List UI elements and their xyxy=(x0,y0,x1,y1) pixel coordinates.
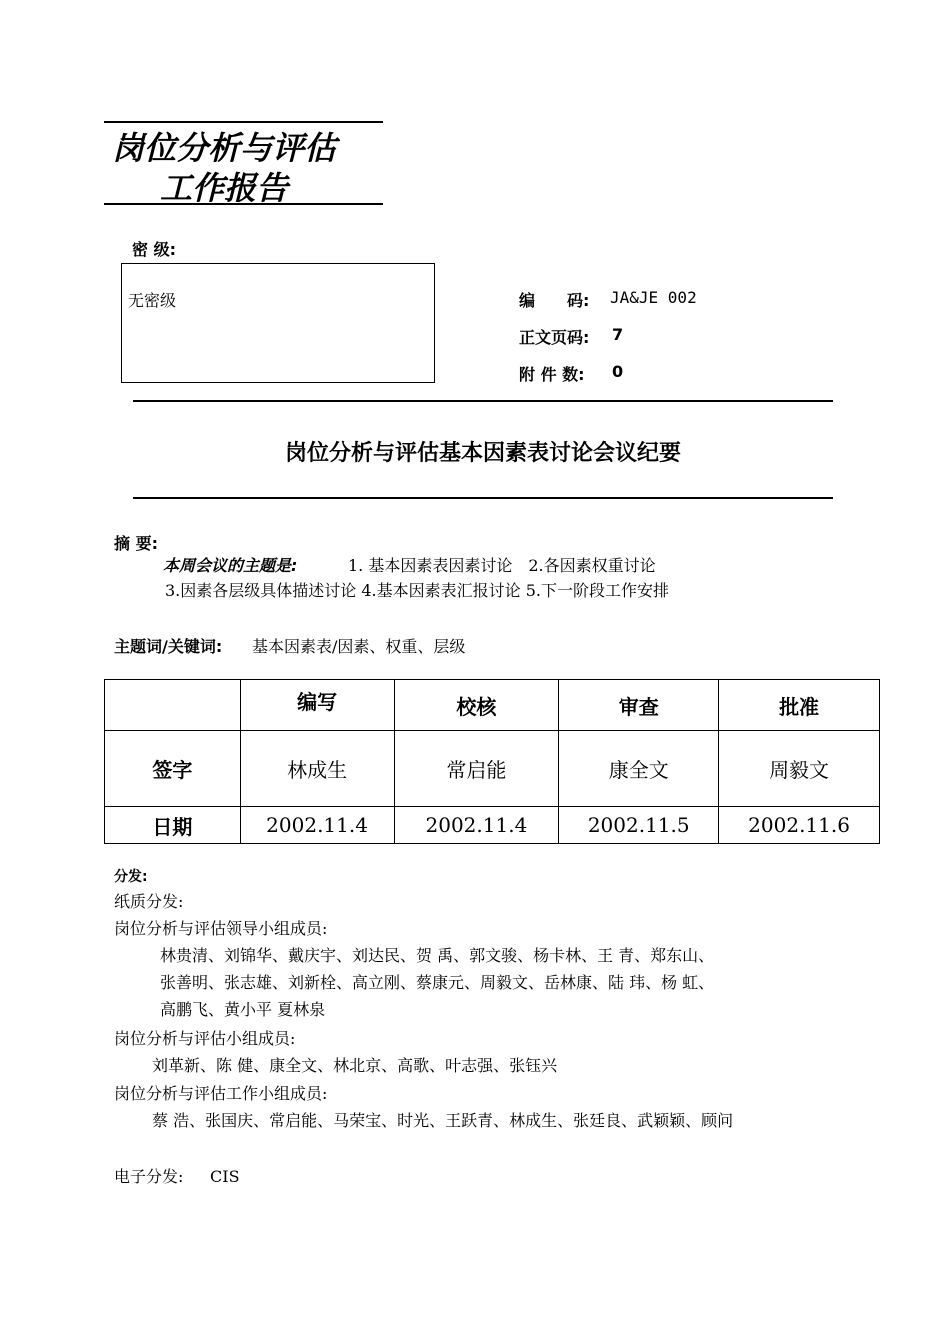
electronic-distribution-label: 电子分发: xyxy=(114,1167,184,1186)
header-review: 审查 xyxy=(559,680,719,731)
abstract-label: 摘 要: xyxy=(114,534,158,553)
group3-label: 岗位分析与评估工作小组成员: xyxy=(114,1084,328,1103)
pages-label: 正文页码: xyxy=(519,328,590,347)
signature-table xyxy=(104,679,880,844)
signer-author: 林成生 xyxy=(240,731,394,807)
report-title-line2: 工作报告 xyxy=(160,169,289,207)
attach-value: 0 xyxy=(612,362,624,381)
title-rule-top xyxy=(104,121,383,123)
header-approve: 批准 xyxy=(719,680,880,731)
date-approve: 2002.11.6 xyxy=(719,807,880,844)
table-header-row xyxy=(105,680,880,731)
attach-label: 附 件 数: xyxy=(519,365,585,384)
pages-value: 7 xyxy=(612,325,624,344)
security-box xyxy=(121,263,435,383)
header-author: 编写 xyxy=(240,680,394,731)
paper-distribution-label: 纸质分发: xyxy=(114,892,184,911)
group1-line2: 张善明、张志雄、刘新栓、高立刚、蔡康元、周毅文、岳林康、陆 玮、杨 虹、 xyxy=(160,973,715,992)
date-label-cell: 日期 xyxy=(105,807,241,844)
security-label: 密 级: xyxy=(132,240,176,259)
date-author: 2002.11.4 xyxy=(240,807,394,844)
group1-line1: 林贵清、刘锦华、戴庆宇、刘达民、贺 禹、郭文骏、杨卡林、王 青、郑东山、 xyxy=(160,946,715,965)
title-rule-bottom xyxy=(104,203,383,205)
abstract-line2: 3.因素各层级具体描述讨论 4.基本因素表汇报讨论 5.下一阶段工作安排 xyxy=(165,581,669,600)
group1-label: 岗位分析与评估领导小组成员: xyxy=(114,919,328,938)
distribution-label: 分发: xyxy=(114,869,148,885)
sign-label-cell: 签字 xyxy=(105,731,241,807)
date-review: 2002.11.5 xyxy=(559,807,719,844)
header-proofread: 校核 xyxy=(394,680,559,731)
meeting-rule-top xyxy=(133,400,833,402)
keywords-value: 基本因素表/因素、权重、层级 xyxy=(252,637,466,656)
group1-line3: 高鹏飞、黄小平 夏林泉 xyxy=(160,1000,326,1019)
table-corner-cell xyxy=(105,680,241,731)
code-label: 编 码: xyxy=(519,291,590,310)
group2-label: 岗位分析与评估小组成员: xyxy=(114,1029,296,1048)
group2-line1: 刘革新、陈 健、康全文、林北京、高歌、叶志强、张钰兴 xyxy=(152,1056,558,1075)
table-row-date xyxy=(105,807,880,844)
signer-review: 康全文 xyxy=(559,731,719,807)
meeting-rule-bottom xyxy=(133,497,833,499)
signer-proofread: 常启能 xyxy=(394,731,559,807)
report-title-line1: 岗位分析与评估 xyxy=(112,129,337,167)
keywords-label: 主题词/关键词: xyxy=(114,637,223,656)
table-row-sign xyxy=(105,731,880,807)
date-proofread: 2002.11.4 xyxy=(394,807,559,844)
code-value: JA&JE 002 xyxy=(610,288,697,307)
abstract-theme-label: 本周会议的主题是: xyxy=(163,556,298,575)
abstract-line1: 1. 基本因素表因素讨论 2.各因素权重讨论 xyxy=(348,556,656,575)
security-value: 无密级 xyxy=(128,291,177,310)
signer-approve: 周毅文 xyxy=(719,731,880,807)
meeting-title: 岗位分析与评估基本因素表讨论会议纪要 xyxy=(284,441,681,466)
group3-line1: 蔡 浩、张国庆、常启能、马荣宝、时光、王跃青、林成生、张廷良、武颖颖、顾问 xyxy=(152,1111,734,1130)
electronic-distribution-value: CIS xyxy=(210,1167,240,1186)
